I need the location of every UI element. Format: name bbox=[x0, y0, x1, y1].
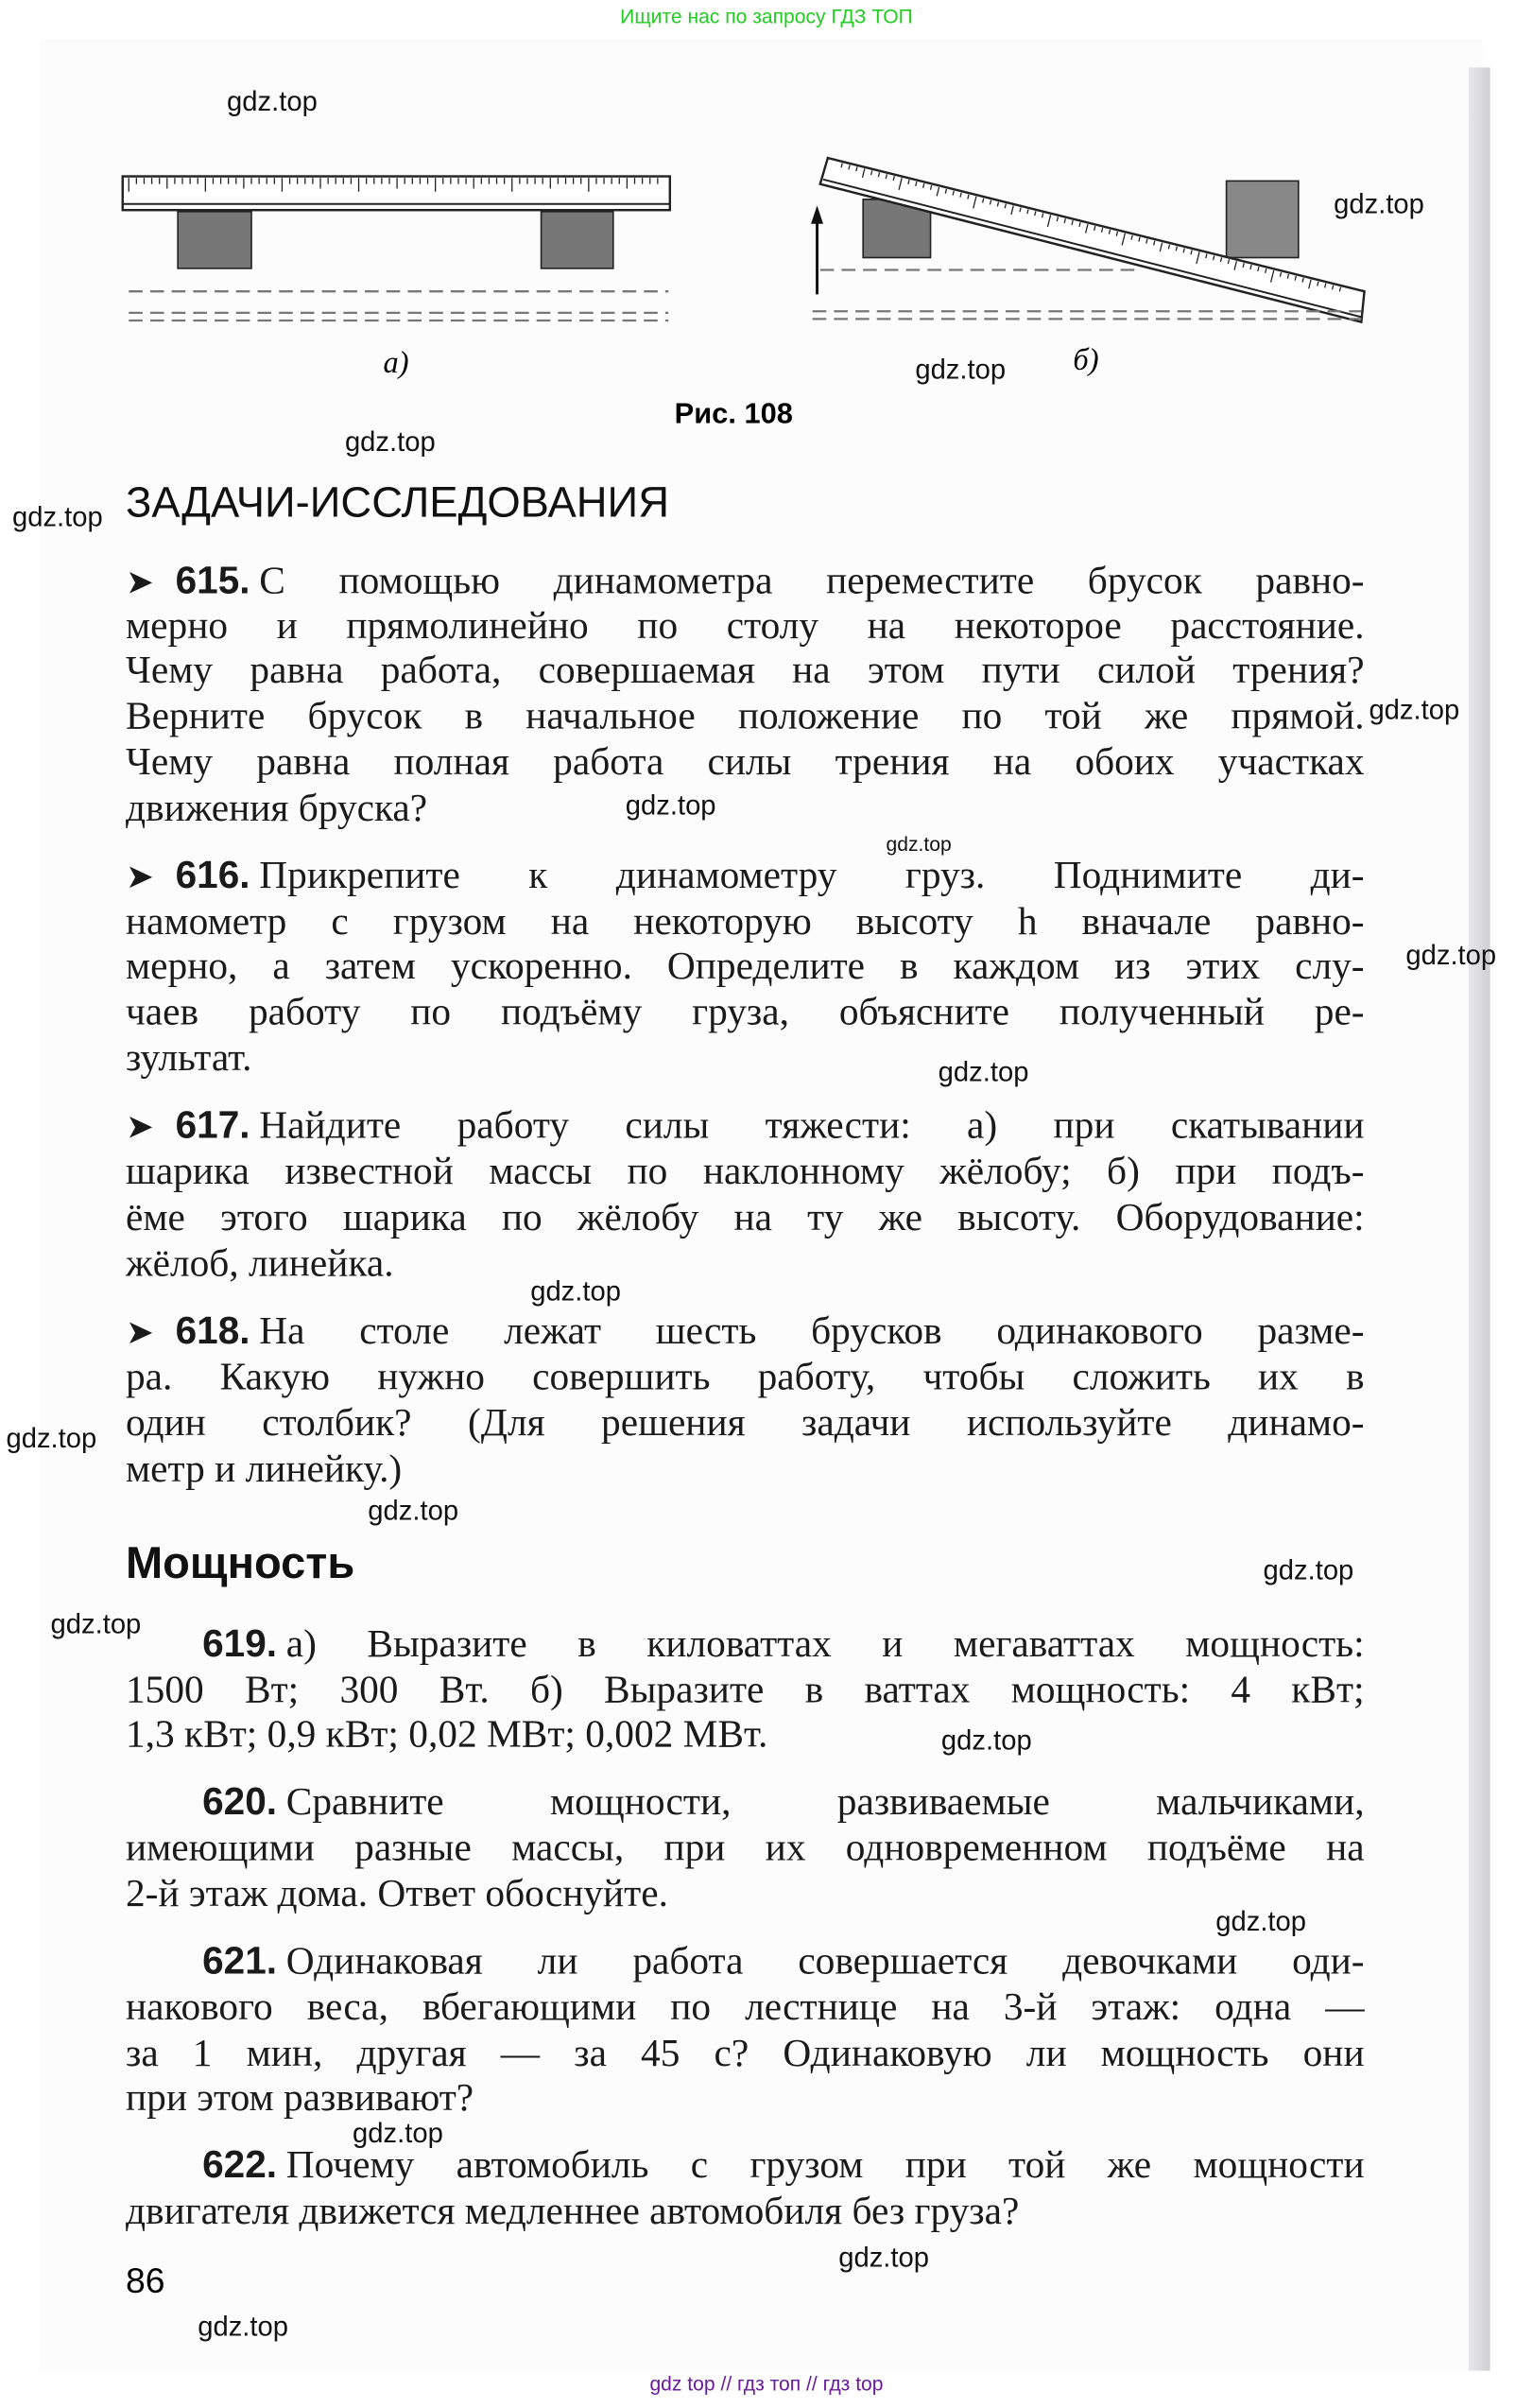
watermark-text: gdz.top bbox=[625, 789, 716, 821]
figure-caption: Рис. 108 bbox=[674, 398, 793, 431]
problem-text: при этом развивают? bbox=[126, 2074, 474, 2120]
problem-text: метр и линейку.) bbox=[126, 1446, 403, 1491]
top-banner[interactable]: Ищите нас по запросу ГДЗ ТОП bbox=[620, 4, 913, 28]
watermark-text: gdz.top bbox=[50, 1608, 142, 1639]
problem-620-line bbox=[202, 1777, 1364, 1827]
problem-616-line bbox=[126, 988, 1365, 1037]
problem-615-line bbox=[126, 692, 1365, 741]
watermark-text: gdz.top bbox=[1369, 694, 1460, 726]
problem-619-line bbox=[126, 1710, 1365, 1759]
figure-108 bbox=[0, 0, 1533, 399]
figure-label-a: а) bbox=[383, 346, 409, 381]
watermark-text: gdz.top bbox=[198, 2311, 289, 2342]
bottom-banner[interactable]: gdz top // гдз топ // гдз top bbox=[649, 2372, 884, 2396]
section-heading-tasks: ЗАДАЧИ-ИССЛЕДОВАНИЯ bbox=[126, 478, 670, 527]
problem-616-line bbox=[126, 1033, 1365, 1083]
figure-b bbox=[811, 158, 1365, 322]
problem-text: С помощью динамометра переместите брусок равно- bbox=[259, 558, 1365, 603]
problem-text: Чему равна полная работа силы трения на обоих участках bbox=[126, 738, 1365, 784]
arrow-bullet-icon: ➤ bbox=[126, 858, 154, 897]
problem-621-line bbox=[126, 2029, 1365, 2078]
problem-615-line bbox=[126, 784, 1365, 833]
problem-620-line bbox=[126, 1824, 1365, 1873]
problem-text: 1500 Вт; 300 Вт. б) Выразите в ваттах мощность: 4 кВт; bbox=[126, 1667, 1365, 1712]
problem-text: намометр с грузом на некоторую высоту h вначале равно- bbox=[126, 898, 1365, 944]
problem-text: Чему равна работа, совершаемая на этом пути силой трения? bbox=[126, 647, 1365, 692]
figure-a bbox=[123, 177, 670, 320]
watermark-text: gdz.top bbox=[6, 1423, 97, 1454]
problem-text: Найдите работу силы тяжести: а) при скатывании bbox=[259, 1102, 1365, 1148]
problem-text: жёлоб, линейка. bbox=[126, 1240, 394, 1286]
problem-number: 620. bbox=[202, 1780, 278, 1824]
problem-617-line bbox=[126, 1101, 1365, 1151]
watermark-text: gdz.top bbox=[1215, 1906, 1307, 1937]
arrow-bullet-icon: ➤ bbox=[126, 563, 154, 603]
problem-number: 621. bbox=[202, 1939, 278, 1984]
problem-text: Сравните мощности, развиваемые мальчиками, bbox=[285, 1778, 1365, 1824]
problem-text: 2-й этаж дома. Ответ обоснуйте. bbox=[126, 1870, 668, 1915]
watermark-text: gdz.top bbox=[1263, 1554, 1354, 1586]
problem-number: 617. bbox=[175, 1103, 250, 1148]
watermark-text: gdz.top bbox=[938, 1056, 1029, 1087]
problem-number: 619. bbox=[202, 1622, 278, 1666]
problem-615-line bbox=[126, 646, 1365, 695]
problem-617-line bbox=[126, 1193, 1365, 1242]
problem-text: мерно и прямолинейно по столу на некоторое расстояние. bbox=[126, 602, 1365, 648]
page-number: 86 bbox=[126, 2260, 165, 2300]
watermark-text: gdz.top bbox=[838, 2242, 930, 2273]
problem-text: Одинаковая ли работа совершается девочками оди- bbox=[285, 1938, 1365, 1984]
problem-621-line bbox=[202, 1937, 1364, 1986]
problem-621-line bbox=[126, 2073, 1365, 2122]
watermark-text: gdz.top bbox=[530, 1275, 621, 1307]
problem-text: Верните брусок в начальное положение по той же прямой. bbox=[126, 693, 1365, 738]
problem-text: один столбик? (Для решения задачи используйте динамо- bbox=[126, 1399, 1365, 1445]
problem-text: 1,3 кВт; 0,9 кВт; 0,02 МВт; 0,002 МВт. bbox=[126, 1711, 768, 1757]
problem-text: накового веса, вбегающими по лестнице на 3-й этаж: одна — bbox=[126, 1984, 1365, 2029]
problem-619-line bbox=[126, 1665, 1365, 1714]
problem-text: чаев работу по подъёму груза, объясните полученный ре- bbox=[126, 989, 1365, 1034]
problem-622-line bbox=[126, 2187, 1365, 2236]
problem-617-line bbox=[126, 1239, 1365, 1289]
watermark-text: gdz.top bbox=[1405, 940, 1497, 971]
watermark-text: gdz.top bbox=[227, 85, 318, 117]
problem-text: Прикрепите к динамометру груз. Поднимите ди- bbox=[259, 852, 1365, 897]
watermark-text: gdz.top bbox=[886, 832, 952, 857]
problem-text: ёме этого шарика по жёлобу на ту же высоту. Оборудование: bbox=[126, 1194, 1365, 1239]
problem-text: шарика известной массы по наклонному жёлобу; б) при подъ- bbox=[126, 1148, 1365, 1193]
section-heading-power: Мощность bbox=[126, 1539, 355, 1589]
watermark-text: gdz.top bbox=[915, 354, 1007, 386]
problem-text: мерно, а затем ускоренно. Определите в каждом из этих слу- bbox=[126, 943, 1365, 988]
problem-617-line bbox=[126, 1147, 1365, 1196]
problem-text: за 1 мин, другая — за 45 с? Одинаковую ли мощность они bbox=[126, 2030, 1365, 2075]
problem-text: Почему автомобиль с грузом при той же мощности bbox=[285, 2141, 1365, 2187]
problem-number: 615. bbox=[175, 560, 250, 603]
watermark-text: gdz.top bbox=[344, 425, 436, 458]
problem-text: ра. Какую нужно совершить работу, чтобы сложить их в bbox=[126, 1354, 1365, 1399]
problem-text: а) Выразите в киловаттах и мегаваттах мощность: bbox=[285, 1620, 1365, 1666]
problem-621-line bbox=[126, 1983, 1365, 2032]
problem-618-line bbox=[126, 1398, 1365, 1447]
problem-text: двигателя движется медленнее автомобиля без груза? bbox=[126, 2188, 1020, 2233]
figure-label-b: б) bbox=[1073, 343, 1099, 378]
problem-number: 618. bbox=[175, 1309, 250, 1353]
problem-620-line bbox=[126, 1869, 1365, 1918]
page-edge-shadow bbox=[1469, 67, 1490, 2370]
problem-616-line bbox=[126, 942, 1365, 991]
watermark-text: gdz.top bbox=[368, 1495, 459, 1526]
problem-618-line bbox=[126, 1307, 1365, 1356]
watermark-text: gdz.top bbox=[1334, 188, 1424, 219]
problem-number: 622. bbox=[202, 2143, 278, 2187]
watermark-text: gdz.top bbox=[353, 2117, 443, 2149]
problem-616-line bbox=[126, 851, 1365, 900]
arrow-bullet-icon: ➤ bbox=[126, 1314, 154, 1353]
problem-618-line bbox=[126, 1445, 1365, 1494]
problem-615-line bbox=[126, 557, 1365, 606]
problem-text: На столе лежат шесть брусков одинакового разме- bbox=[259, 1308, 1365, 1353]
watermark-text: gdz.top bbox=[11, 501, 103, 532]
problem-616-line bbox=[126, 897, 1365, 946]
arrow-bullet-icon: ➤ bbox=[126, 1108, 154, 1148]
problem-618-line bbox=[126, 1353, 1365, 1402]
problem-615-line bbox=[126, 601, 1365, 650]
problem-number: 616. bbox=[175, 854, 250, 897]
problem-text: имеющими разные массы, при их одновременном подъёме на bbox=[126, 1825, 1365, 1870]
problem-615-line bbox=[126, 737, 1365, 787]
problem-619-line bbox=[202, 1620, 1364, 1669]
problem-text: движения бруска? bbox=[126, 785, 428, 830]
problem-text: зультат. bbox=[126, 1034, 252, 1080]
watermark-text: gdz.top bbox=[940, 1724, 1032, 1757]
